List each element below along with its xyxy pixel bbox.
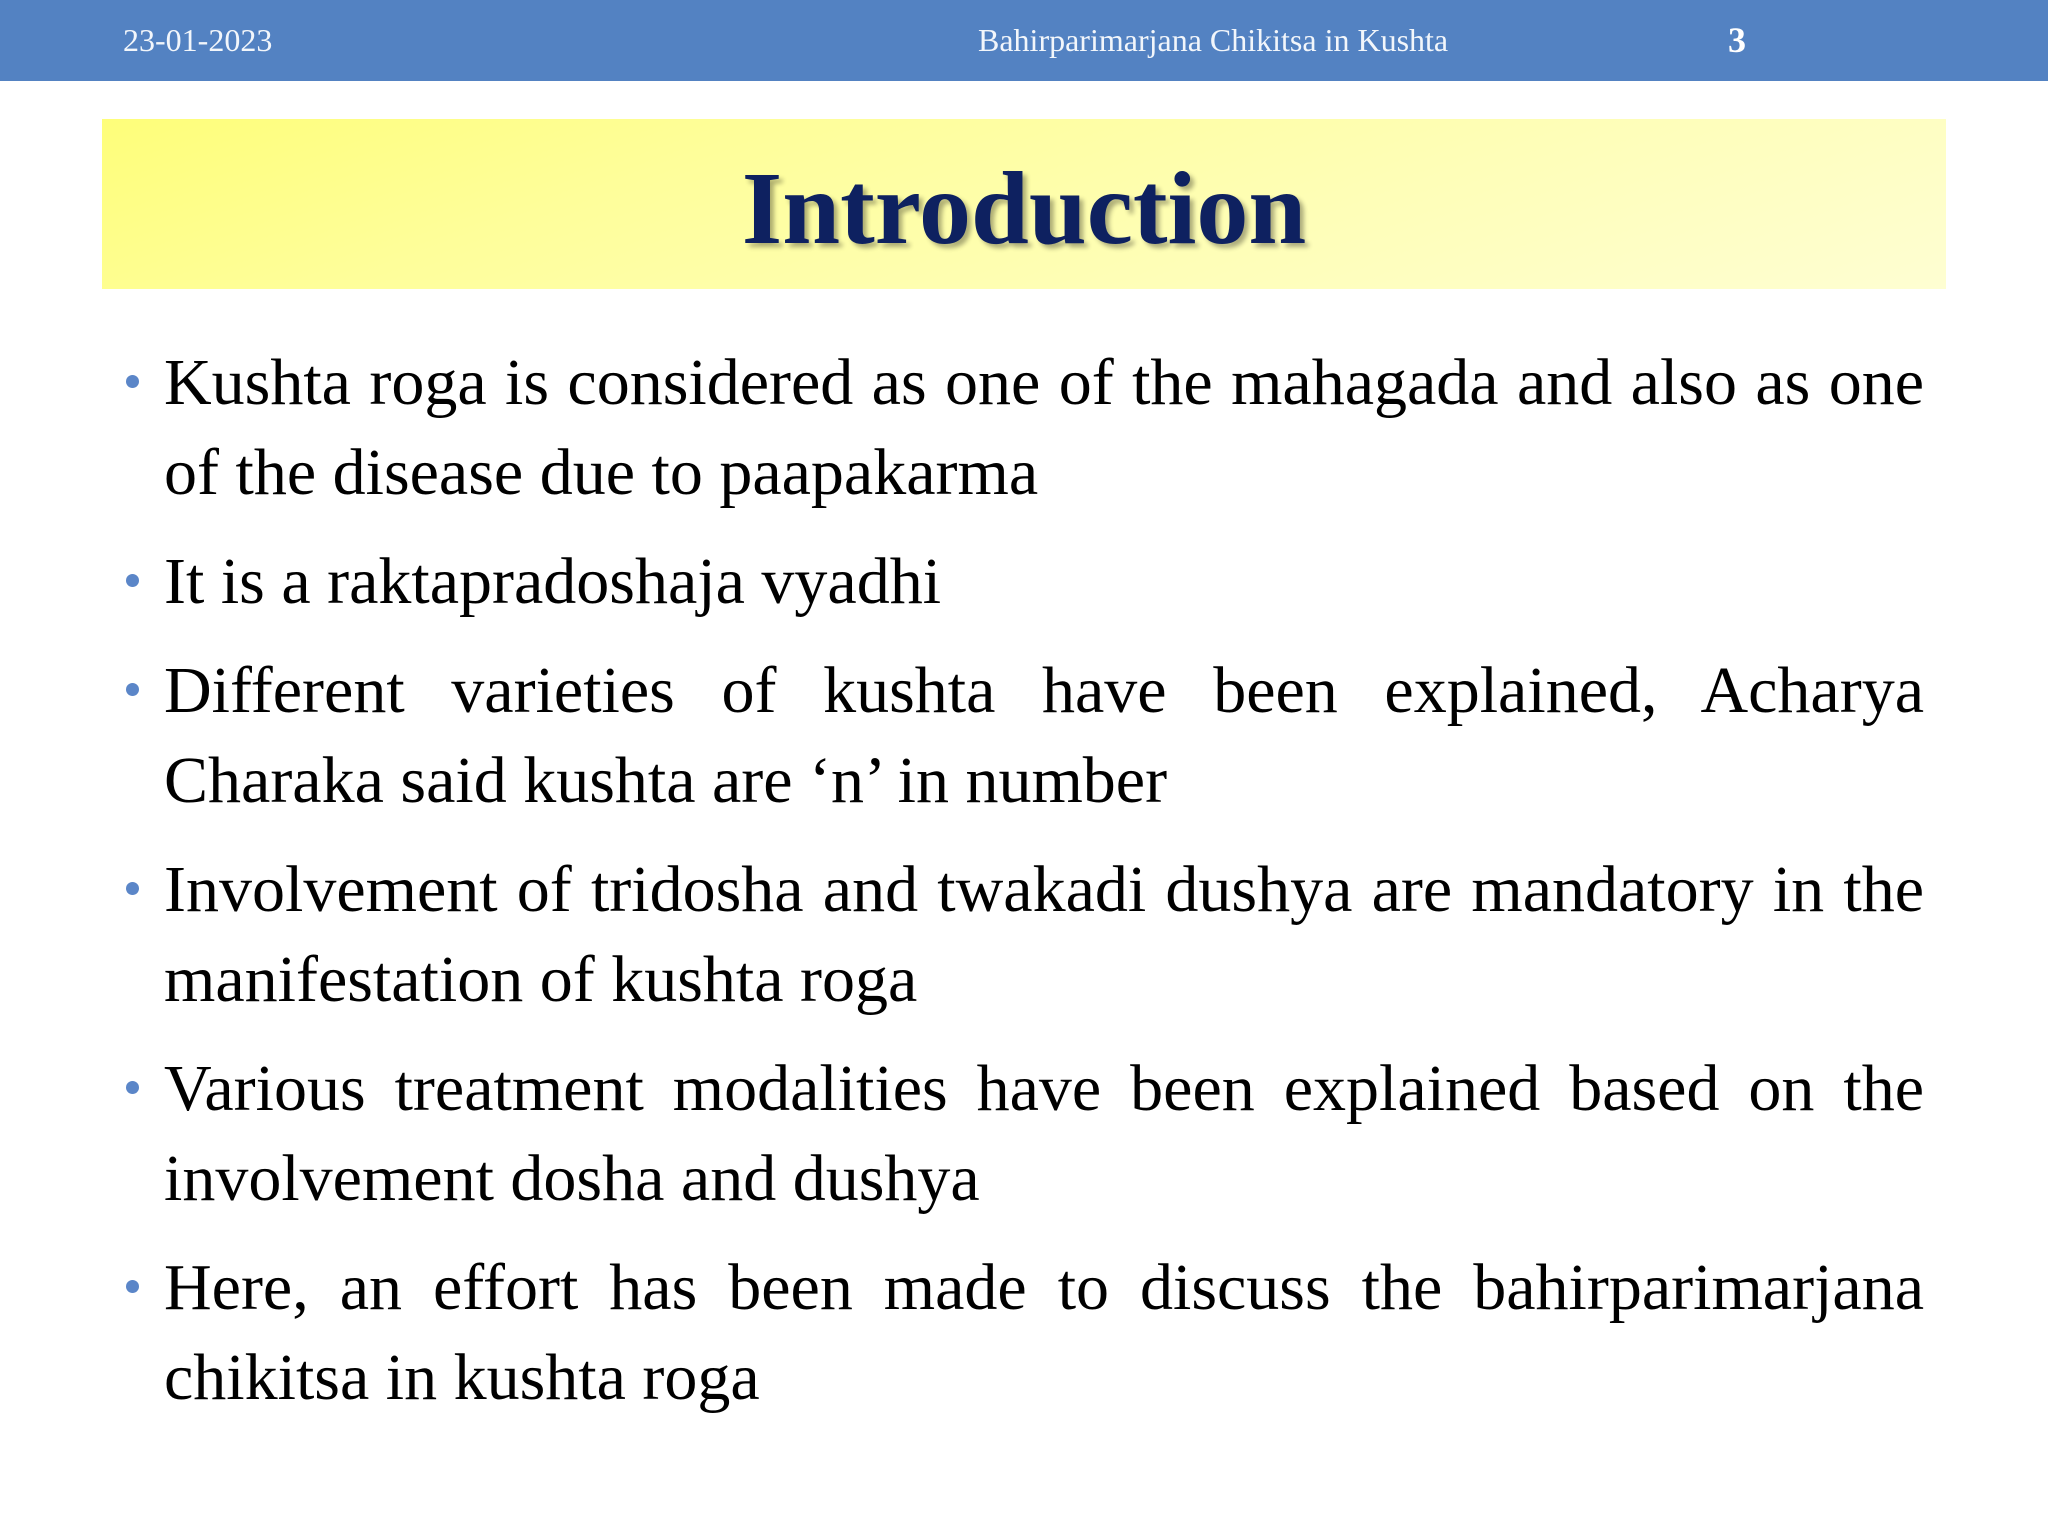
- bullet-text: Involvement of tridosha and twakadi dushya are mandatory in the manifestation of kushta roga: [164, 853, 1924, 1016]
- bullet-item: [120, 646, 1924, 826]
- bullet-marker-icon: [126, 882, 139, 895]
- bullet-text: Various treatment modalities have been explained based on the involvement dosha and dushya: [164, 1052, 1924, 1215]
- bullet-item: [120, 845, 1924, 1025]
- bullet-list: [120, 338, 1924, 1442]
- bullet-item: [120, 1044, 1924, 1224]
- bullet-marker-icon: [126, 683, 139, 696]
- bullet-marker-icon: [126, 1081, 139, 1094]
- slide-title: Introduction: [741, 151, 1307, 266]
- bullet-item: [120, 1243, 1924, 1423]
- bullet-text: Different varieties of kushta have been explained, Acharya Charaka said kushta are ‘n’ in number: [164, 654, 1924, 817]
- bullet-text: Here, an effort has been made to discuss the bahirparimarjana chikitsa in kushta roga: [164, 1251, 1924, 1414]
- bullet-text: It is a raktapradoshaja vyadhi: [164, 545, 942, 618]
- slide-footer-title: Bahirparimarjana Chikitsa in Kushta: [978, 22, 1449, 58]
- bullet-marker-icon: [126, 1280, 139, 1293]
- bullet-marker-icon: [126, 574, 139, 587]
- slide-header-bar: [0, 0, 2048, 81]
- slide-page-number: 3: [1728, 20, 1746, 60]
- slide-date: 23-01-2023: [123, 22, 273, 58]
- bullet-marker-icon: [126, 375, 139, 388]
- title-band: [102, 119, 1946, 289]
- bullet-item: [120, 338, 1924, 518]
- bullet-item: [120, 537, 1924, 627]
- bullet-text: Kushta roga is considered as one of the mahagada and also as one of the disease due to paapakarma: [164, 346, 1924, 509]
